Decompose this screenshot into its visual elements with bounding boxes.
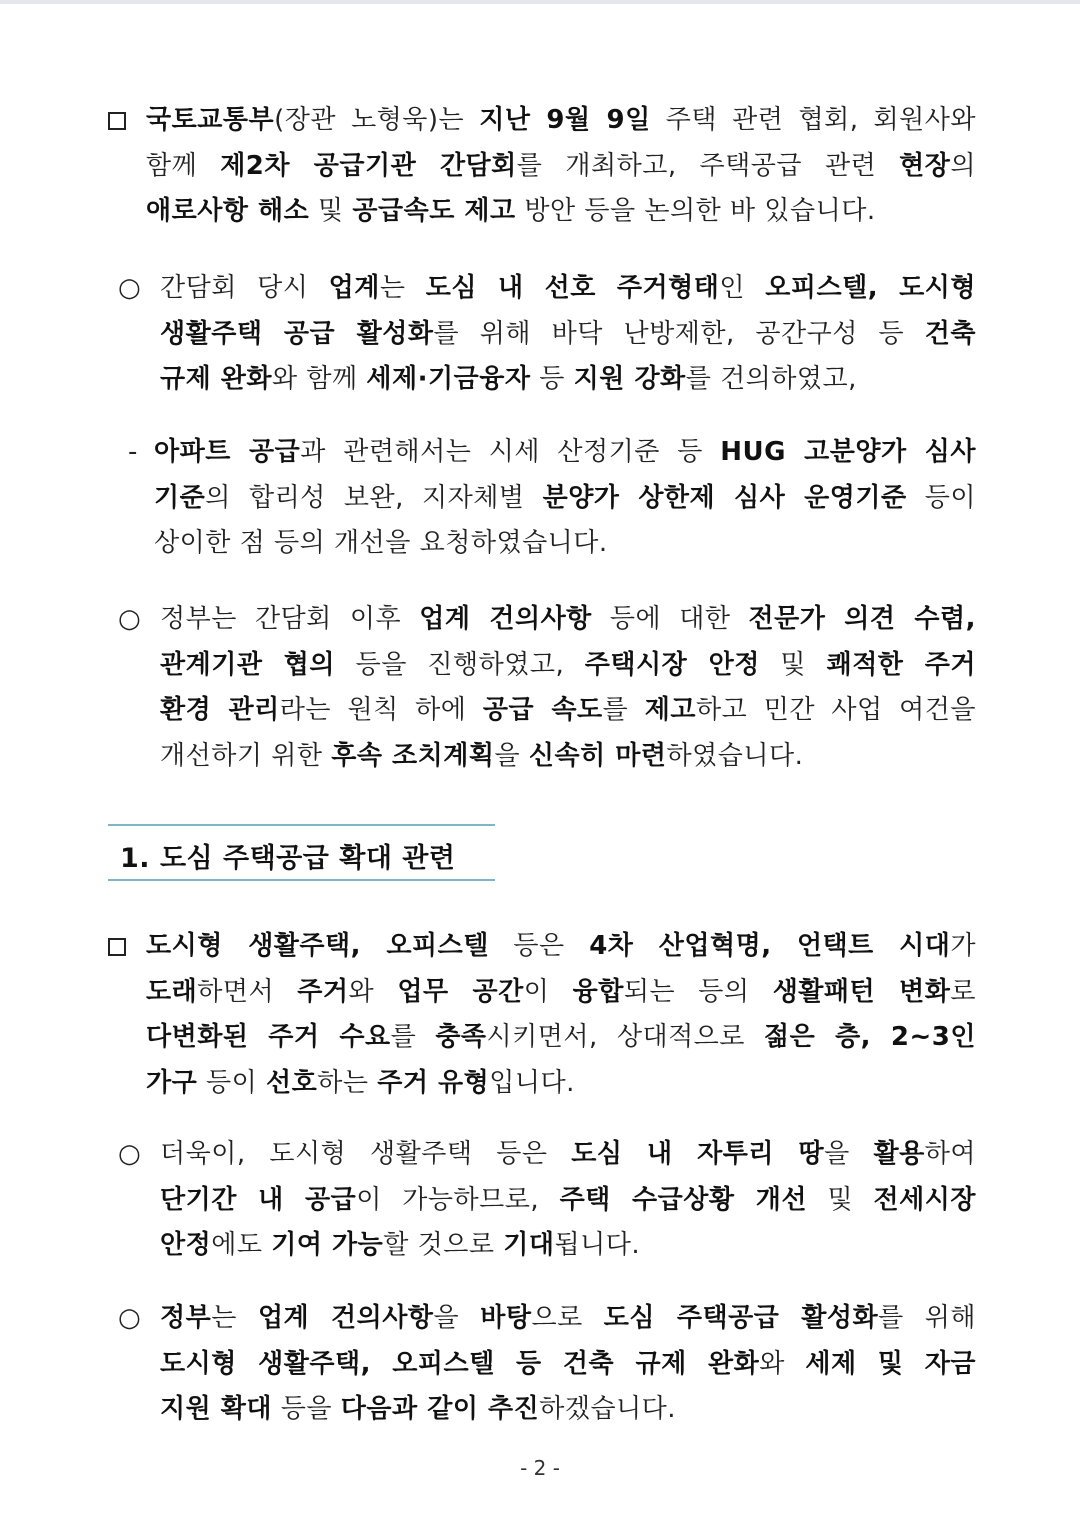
- bold-text: 도시형 생활주택, 오피스텔: [146, 931, 489, 961]
- text-span: 는: [379, 273, 426, 303]
- text-line: [160, 1223, 976, 1269]
- text-span: 주택 관련 협회, 회원사와: [650, 105, 977, 135]
- bold-text: 기여 가능: [271, 1230, 384, 1260]
- bold-text: 기준: [154, 482, 206, 513]
- text-span: 을: [433, 1303, 481, 1333]
- bold-text: 지난 9월 9일: [479, 105, 651, 135]
- bold-text: 제고: [644, 695, 696, 725]
- text-span: 와: [348, 976, 398, 1007]
- text-span: 더욱이, 도시형 생활주택 등은: [160, 1139, 572, 1169]
- bold-text: 환경 관리: [160, 695, 280, 725]
- bold-text: 활용: [873, 1139, 925, 1169]
- bold-text: 세제 및 자금: [805, 1348, 976, 1379]
- text-line: [154, 430, 976, 476]
- bold-text: 도심 주택공급 활성화: [603, 1303, 879, 1333]
- bold-text: 바탕: [480, 1303, 532, 1333]
- text-line: [160, 643, 976, 689]
- text-span: 시키면서, 상대적으로: [486, 1022, 764, 1052]
- text-span: 에도: [211, 1230, 272, 1260]
- text-span: (장관 노형욱)는: [274, 105, 480, 135]
- text-span: 하였습니다.: [666, 740, 804, 771]
- bold-text: 업계: [328, 273, 380, 303]
- text-line: [160, 1132, 976, 1178]
- section-header: [108, 824, 495, 881]
- bold-text: 후속 조치계획: [331, 740, 495, 771]
- text-span: 이: [523, 976, 573, 1007]
- bold-text: 충족: [435, 1022, 487, 1052]
- text-span: 등을: [272, 1394, 341, 1424]
- bold-text: 젊은 층, 2~3인: [763, 1022, 976, 1052]
- bold-text: 지원 확대: [160, 1394, 273, 1424]
- bold-text: 아파트 공급: [154, 437, 301, 467]
- text-span: 및: [309, 196, 353, 226]
- bold-text: 도심 내 선호 주거형태: [425, 273, 720, 303]
- bold-text: 업계 건의사항: [419, 604, 592, 634]
- bold-text: 기대: [503, 1230, 555, 1260]
- bold-text: 현장: [899, 150, 951, 181]
- circle-bullet-icon: ○: [118, 604, 141, 634]
- text-line: [146, 970, 976, 1016]
- text-span: 으로: [531, 1303, 604, 1333]
- text-line: [160, 1296, 976, 1342]
- page-number: - 2 -: [520, 1456, 560, 1480]
- text-span: 및: [806, 1184, 874, 1215]
- text-span: 상이한 점 등의 개선을 요청하였습니다.: [154, 528, 608, 558]
- text-span: 과 관련해서는 시세 산정기준 등: [300, 437, 721, 467]
- text-line: [154, 476, 976, 522]
- paragraph-4: [160, 597, 976, 779]
- text-span: 를 위해: [878, 1303, 977, 1333]
- text-span: 됩니다.: [554, 1230, 641, 1260]
- text-span: 를 위해 바닥 난방제한, 공간구성 등: [433, 318, 925, 349]
- bold-text: 전세시장: [873, 1184, 976, 1215]
- text-span: 라는 원칙 하에: [279, 695, 483, 725]
- text-span: 와: [759, 1348, 806, 1379]
- top-edge-bar: [0, 0, 1080, 4]
- text-span: 입니다.: [489, 1067, 575, 1098]
- bold-text: 4차 산업혁명, 언택트 시대: [589, 931, 951, 961]
- square-bullet-icon: [108, 112, 126, 130]
- bold-text: 가구: [146, 1067, 198, 1098]
- bold-text: 애로사항 해소: [146, 196, 310, 226]
- square-bullet-icon: [108, 938, 126, 956]
- bold-text: HUG 고분양가 심사: [720, 437, 976, 467]
- paragraph-2: [160, 266, 976, 403]
- bold-text: 생활패턴 변화: [772, 976, 951, 1007]
- bold-text: 지원 강화: [573, 364, 686, 394]
- text-span: 를 건의하였고,: [685, 364, 857, 394]
- text-line: [160, 1387, 976, 1433]
- text-span: 를: [602, 695, 645, 725]
- bold-text: 선호: [266, 1067, 318, 1098]
- bold-text: 도시형 생활주택, 오피스텔 등 건축 규제 완화: [160, 1348, 760, 1379]
- text-span: 등이: [906, 482, 976, 513]
- bold-text: 공급속도 제고: [352, 196, 516, 226]
- text-span: 등이: [197, 1067, 266, 1098]
- circle-bullet-icon: ○: [118, 273, 141, 303]
- bold-text: 안정: [160, 1230, 212, 1260]
- text-line: [146, 98, 976, 144]
- text-span: 간담회 당시: [160, 273, 329, 303]
- text-span: 할 것으로: [383, 1230, 504, 1260]
- bold-text: 도래: [146, 976, 198, 1007]
- bold-text: 주택시장 안정: [584, 649, 760, 680]
- text-span: 이 가능하므로,: [356, 1184, 560, 1215]
- text-line: [146, 1061, 976, 1107]
- text-span: 및: [759, 649, 827, 680]
- paragraph-6: [160, 1132, 976, 1269]
- bold-text: 정부: [160, 1303, 212, 1333]
- bold-text: 관계기관 협의: [160, 649, 336, 680]
- text-line: [160, 312, 976, 358]
- bold-text: 생활주택 공급 활성화: [160, 318, 434, 349]
- text-span: 함께: [146, 150, 221, 181]
- paragraph-3: [154, 430, 976, 567]
- text-span: 가: [950, 931, 976, 961]
- text-span: 등에 대한: [591, 604, 749, 634]
- text-line: [160, 1342, 976, 1388]
- text-span: 의 합리성 보완, 지자체별: [205, 482, 543, 513]
- text-span: 와 함께: [272, 364, 367, 394]
- bold-text: 규제 완화: [160, 364, 273, 394]
- text-span: 하겠습니다.: [539, 1394, 677, 1424]
- text-span: 등은: [488, 931, 590, 961]
- text-span: 방안 등을 논의한 바 있습니다.: [515, 196, 876, 226]
- bold-text: 업무 공간: [397, 976, 524, 1007]
- bold-text: 다음과 같이 추진: [340, 1394, 540, 1424]
- text-line: [154, 521, 976, 567]
- bold-text: 업계 건의사항: [257, 1303, 434, 1333]
- bold-text: 신속히 마련: [528, 740, 667, 771]
- bold-text: 도심 내 자투리 땅: [571, 1139, 825, 1169]
- bold-text: 분양가 상한제 심사 운영기준: [542, 482, 907, 513]
- text-span: 의: [950, 150, 976, 181]
- bold-text: 주거: [297, 976, 349, 1007]
- bold-text: 주택 수급상황 개선: [559, 1184, 807, 1215]
- bold-text: 융합: [572, 976, 624, 1007]
- text-span: 하여: [924, 1139, 976, 1169]
- text-span: 을: [824, 1139, 874, 1169]
- paragraph-5: [146, 924, 976, 1106]
- bold-text: 단기간 내 공급: [160, 1184, 357, 1215]
- text-line: [160, 597, 976, 643]
- text-line: [146, 1015, 976, 1061]
- circle-bullet-icon: ○: [118, 1139, 141, 1169]
- text-span: 하면서: [197, 976, 298, 1007]
- text-span: 개선하기 위한: [160, 740, 332, 771]
- dash-bullet-icon: -: [128, 437, 138, 467]
- text-span: 되는 등의: [623, 976, 773, 1007]
- paragraph-7: [160, 1296, 976, 1433]
- bold-text: 세제·기금융자: [366, 364, 531, 394]
- text-span: 로: [950, 976, 976, 1007]
- bold-text: 주거 유형: [377, 1067, 490, 1098]
- circle-bullet-icon: ○: [118, 1303, 141, 1333]
- text-line: [160, 734, 976, 780]
- text-line: [160, 266, 976, 312]
- text-line: [160, 357, 976, 403]
- text-span: 정부는 간담회 이후: [160, 604, 420, 634]
- text-span: 을: [494, 740, 529, 771]
- text-line: [146, 924, 976, 970]
- text-span: 인: [719, 273, 766, 303]
- bold-text: 제2차 공급기관 간담회: [220, 150, 517, 181]
- text-span: 를: [390, 1022, 436, 1052]
- paragraph-1: [146, 98, 976, 235]
- text-span: 등을 진행하였고,: [335, 649, 585, 680]
- text-span: 를 개최하고, 주택공급 관련: [516, 150, 900, 181]
- text-line: [160, 1178, 976, 1224]
- text-span: 하는: [317, 1067, 378, 1098]
- text-span: 는: [211, 1303, 258, 1333]
- text-line: [160, 688, 976, 734]
- text-line: [146, 189, 976, 235]
- section-title: 1. 도심 주택공급 확대 관련: [120, 843, 456, 874]
- bold-text: 공급 속도: [482, 695, 603, 725]
- bold-text: 쾌적한 주거: [826, 649, 977, 680]
- text-line: [146, 144, 976, 190]
- bold-text: 국토교통부: [146, 105, 275, 135]
- text-span: 하고 민간 사업 여건을: [696, 695, 976, 725]
- bold-text: 오피스텔, 도시형: [765, 273, 976, 303]
- bold-text: 건축: [924, 318, 976, 349]
- bold-text: 다변화된 주거 수요: [146, 1022, 391, 1052]
- bold-text: 전문가 의견 수렴,: [748, 604, 976, 634]
- text-span: 등: [530, 364, 574, 394]
